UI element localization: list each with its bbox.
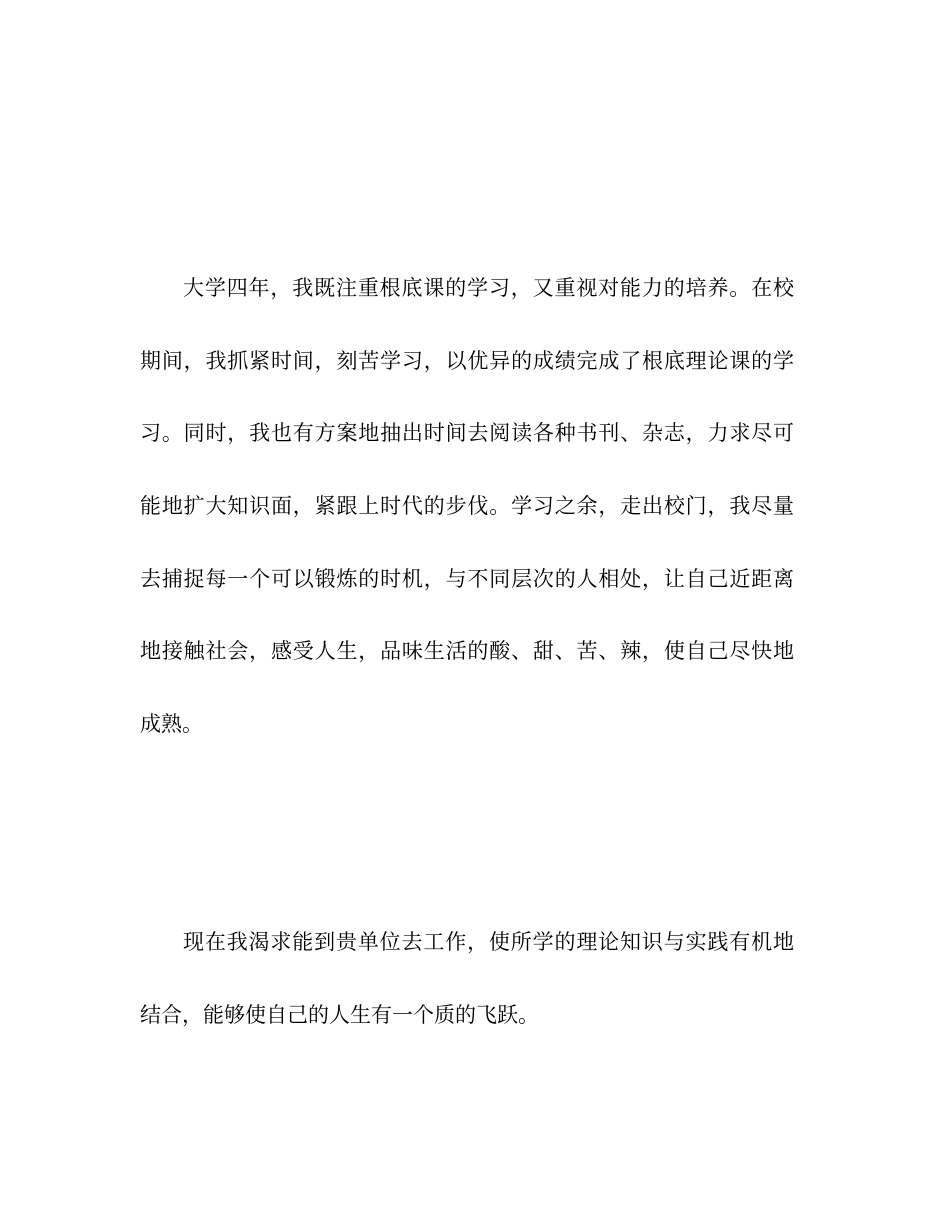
paragraph-line: 成熟。 [140, 712, 203, 737]
paragraph-aspiration [140, 922, 794, 1067]
paragraph-line: 习。同时，我也有方案地抽出时间去阅读各种书刊、杂志，力求尽可 [140, 421, 794, 446]
paragraph-line: 结合，能够使自己的人生有一个质的飞跃。 [140, 1002, 539, 1027]
paragraph-line: 去捕捉每一个可以锻炼的时机，与不同层次的人相处，让自己近距离 [140, 566, 794, 591]
paragraph-line: 地接触社会，感受人生，品味生活的酸、甜、苦、辣，使自己尽快地 [140, 639, 794, 664]
paragraph-line: 能地扩大知识面，紧跟上时代的步伐。学习之余，走出校门，我尽量 [140, 494, 794, 519]
paragraph-study [140, 268, 794, 777]
paragraph-line: 现在我渴求能到贵单位去工作，使所学的理论知识与实践有机地 [183, 930, 794, 954]
paragraph-line: 期间，我抓紧时间，刻苦学习，以优异的成绩完成了根底理论课的学 [140, 348, 794, 373]
paragraph-line: 大学四年，我既注重根底课的学习，又重视对能力的培养。在校 [183, 276, 794, 300]
